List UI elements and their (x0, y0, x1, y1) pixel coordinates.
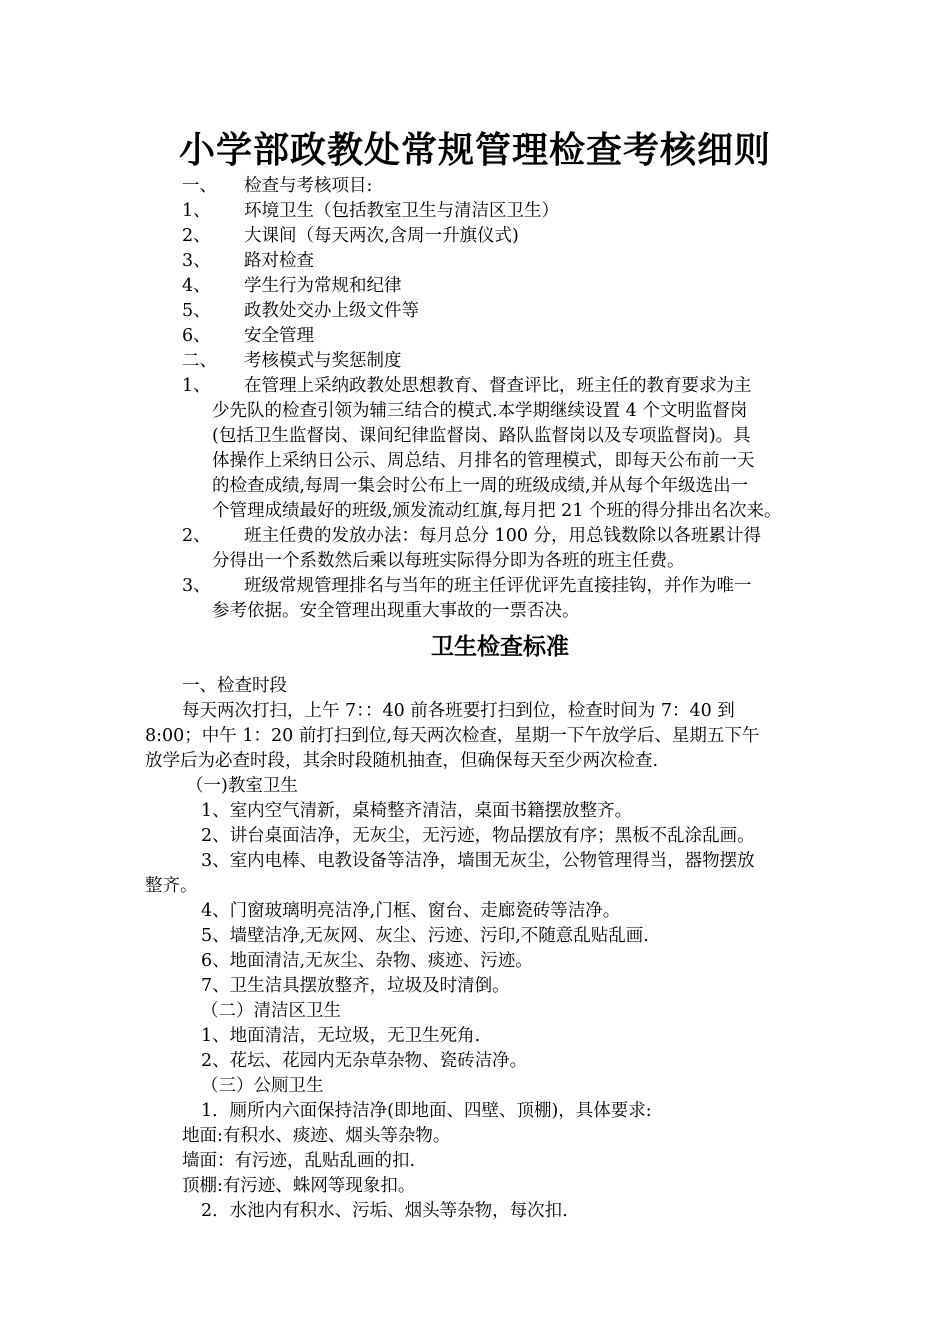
item-number: 6、 (182, 326, 211, 346)
list-item: 2．水池内有积水、污垢、烟头等杂物，每次扣. (201, 1201, 568, 1221)
item-number: 3、 (182, 576, 211, 596)
paragraph-line: 分得出一个系数然后乘以每班实际得分即为各班的班主任费。 (212, 551, 685, 571)
list-item: 7、卫生洁具摆放整齐，垃圾及时清倒。 (201, 976, 510, 996)
paragraph-line: 参考依据。安全管理出现重大事故的一票否决。 (212, 601, 580, 621)
item-number: 3、 (182, 251, 211, 271)
list-item: 1、地面清洁，无垃圾，无卫生死角. (201, 1026, 481, 1046)
item-text: 大课间（每天两次,含周一升旗仪式) (244, 226, 519, 246)
section-label: 考核模式与奖惩制度 (244, 351, 402, 371)
item-text: 路对检查 (244, 251, 314, 271)
document-title: 小学部政教处常规管理检查考核细则 (178, 130, 771, 171)
list-item: 顶棚:有污迹、蛛网等现象扣。 (182, 1176, 416, 1196)
item-number: 1、 (182, 376, 211, 396)
item-text: 环境卫生（包括教室卫生与清洁区卫生） (244, 201, 559, 221)
item-text: 班级常规管理排名与当年的班主任评优评先直接挂钩，并作为唯一 (244, 576, 752, 596)
item-number: 4、 (182, 276, 211, 296)
list-item-continuation: 整齐。 (145, 876, 198, 896)
section-number: 二、 (182, 351, 217, 371)
section-number: 一、 (182, 176, 217, 196)
section-label: 检查与考核项目: (244, 176, 373, 196)
item-number: 5、 (182, 301, 211, 321)
paragraph-line: 的检查成绩,每周一集会时公布上一周的班级成绩,并从每个年级选出一 (212, 476, 749, 496)
item-number: 2、 (182, 526, 211, 546)
item-number: 2、 (182, 226, 211, 246)
paragraph-line: 每天两次打扫，上午 7：：40 前各班要打扫到位，检查时间为 7：40 到 (182, 701, 735, 721)
section-subtitle: 卫生检查标准 (431, 634, 569, 660)
item-text: 学生行为常规和纪律 (244, 276, 402, 296)
paragraph-line: 体操作上采纳日公示、周总结、月排名的管理模式，即每天公布前一天 (212, 451, 755, 471)
item-text: 班主任费的发放办法：每月总分 100 分，用总钱数除以各班累计得 (244, 526, 762, 546)
list-item: 1．厕所内六面保持洁净(即地面、四壁、顶棚)，具体要求: (201, 1101, 652, 1121)
list-item: 6、地面清洁,无灰尘、杂物、痰迹、污迹。 (201, 951, 533, 971)
list-item: 5、墙壁洁净,无灰网、灰尘、污迹、污印,不随意乱贴乱画. (201, 926, 649, 946)
paragraph-line: 放学后为必查时段，其余时段随机抽查，但确保每天至少两次检查. (145, 751, 659, 771)
item-number: 1、 (182, 201, 211, 221)
list-item: 3、室内电棒、电教设备等洁净，墙围无灰尘，公物管理得当，器物摆放 (201, 851, 755, 871)
list-item: 地面:有积水、痰迹、烟头等杂物。 (182, 1126, 451, 1146)
item-text: 安全管理 (244, 326, 314, 346)
paragraph-line: 少先队的检查引领为辅三结合的模式.本学期继续设置 4 个文明监督岗 (212, 401, 748, 421)
paragraph-line: (包括卫生监督岗、课间纪律监督岗、路队监督岗以及专项监督岗)。具 (212, 426, 751, 446)
paragraph-line: 8:00；中午 1：20 前打扫到位,每天两次检查，星期一下午放学后、星期五下午 (145, 726, 760, 746)
list-item: 2、花坛、花园内无杂草杂物、瓷砖洁净。 (201, 1051, 528, 1071)
list-item: 4、门窗玻璃明亮洁净,门框、窗台、走廊瓷砖等洁净。 (201, 901, 621, 921)
list-item: 1、室内空气清新，桌椅整齐清洁，桌面书籍摆放整齐。 (201, 801, 633, 821)
list-item: 2、讲台桌面洁净，无灰尘，无污迹，物品摆放有序；黑板不乱涂乱画。 (201, 826, 755, 846)
paragraph-line: 个管理成绩最好的班级,颁发流动红旗,每月把 21 个班的得分排出名次来。 (212, 501, 782, 521)
item-text: 政教处交办上级文件等 (244, 301, 419, 321)
period-heading: 一、检查时段 (182, 676, 287, 696)
list-item: 墙面：有污迹，乱贴乱画的扣. (182, 1151, 416, 1171)
item-text: 在管理上采纳政教处思想教育、督查评比，班主任的教育要求为主 (244, 376, 752, 396)
toilet-heading: （三）公厕卫生 (201, 1076, 324, 1096)
area-heading: （二）清洁区卫生 (201, 1001, 341, 1021)
classroom-heading: （一)教室卫生 (186, 776, 298, 796)
